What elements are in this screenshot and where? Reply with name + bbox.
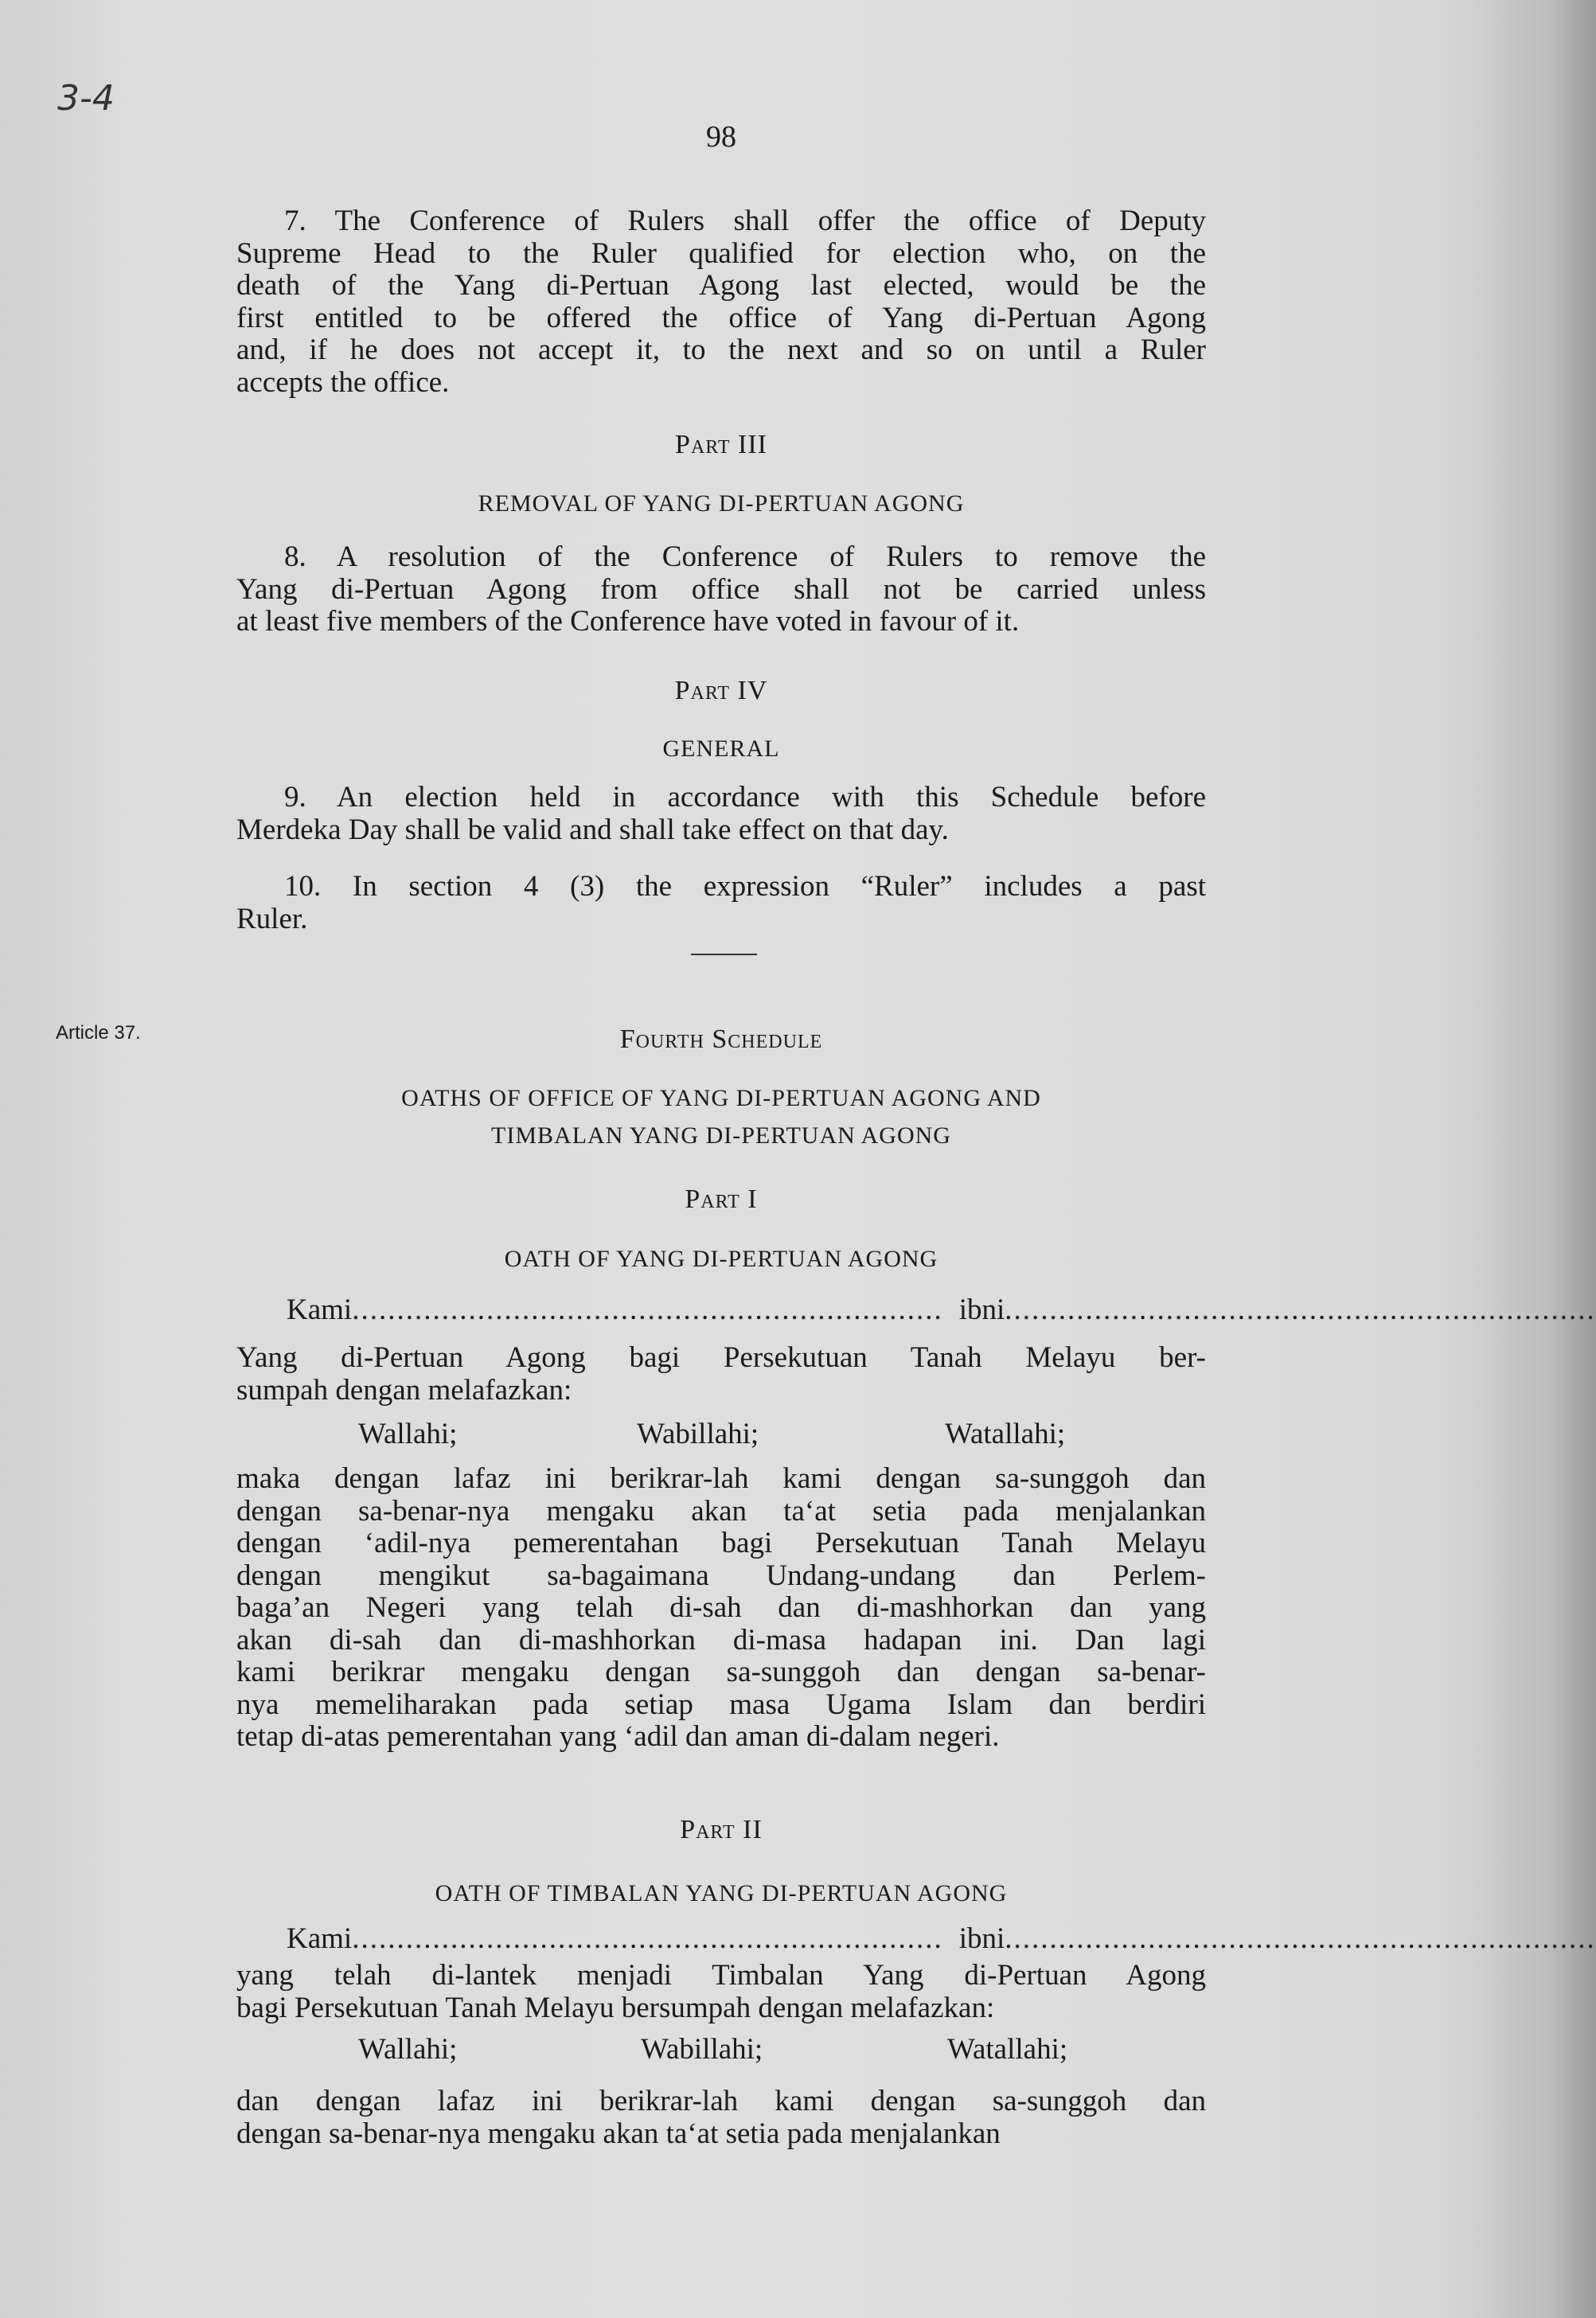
text-line: Ruler.: [236, 902, 308, 935]
schedule-heading-line-1: OATHS OF OFFICE OF YANG DI-PERTUAN AGONG AND: [401, 1085, 1041, 1111]
text-line: at least five members of the Conference have voted in favour of it.: [236, 605, 1020, 638]
part-4-heading: GENERAL: [662, 736, 780, 762]
paragraph-8: [236, 541, 1206, 638]
part-2-oath-body: [236, 2086, 1206, 2150]
text-line: 8. A resolution of the Conference of Rulers to remove the: [284, 540, 1206, 573]
oath-wabillahi-1: Wabillahi;: [637, 1418, 759, 1450]
text-line: first entitled to be offered the office of Yang di-Pertuan Agong: [236, 301, 1206, 334]
margin-note-article: Article 37.: [56, 1022, 141, 1044]
oath-watallahi-2: Watallahi;: [947, 2033, 1068, 2066]
text-line: Yang di-Pertuan Agong bagi Persekutuan Tanah Melayu ber-: [236, 1341, 1206, 1374]
part-3-title: Part III: [675, 430, 767, 459]
father-name-blank: ..................................................................: [1005, 1294, 1596, 1326]
text-line: akan di-sah dan di-mashhorkan di-masa hadapan ini. Dan lagi: [236, 1623, 1206, 1657]
ibni-label: ibni: [958, 1922, 1005, 1955]
schedule-title: Fourth Schedule: [619, 1024, 823, 1054]
paragraph-9: [236, 782, 1206, 846]
text-line: dengan sa-benar-nya mengaku akan ta‘at setia pada menjalankan: [236, 1494, 1206, 1528]
kami-label: Kami: [287, 1294, 353, 1326]
text-line: sumpah dengan melafazkan:: [236, 1373, 572, 1407]
father-name-blank: ..................................................................: [1005, 1922, 1596, 1955]
text-line: dengan sa-benar-nya mengaku akan ta‘at setia pada menjalankan: [236, 2117, 1001, 2150]
part-1-intro: [236, 1342, 1206, 1407]
text-line: baga’an Negeri yang telah di-sah dan di-mashhorkan dan yang: [236, 1591, 1206, 1624]
text-line: Yang di-Pertuan Agong from office shall not be carried unless: [236, 572, 1206, 606]
page-number: 98: [706, 120, 736, 154]
kami-label: Kami: [287, 1922, 353, 1955]
schedule-heading-line-2: TIMBALAN YANG DI-PERTUAN AGONG: [491, 1122, 951, 1149]
oath-watallahi-1: Watallahi;: [945, 1418, 1066, 1450]
text-line: tetap di-atas pemerentahan yang ‘adil dan aman di-dalam negeri.: [236, 1720, 1000, 1753]
oath-wabillahi-2: Wabillahi;: [641, 2033, 763, 2066]
ibni-label: ibni: [958, 1294, 1005, 1326]
text-line: accepts the office.: [236, 365, 450, 399]
name-line-1: [287, 1293, 1596, 1327]
oath-wallahi-1: Wallahi;: [358, 1418, 458, 1450]
section-divider: [691, 954, 757, 955]
name-blank: ..................................................................: [352, 1294, 943, 1326]
part-3-heading: REMOVAL OF YANG DI-PERTUAN AGONG: [478, 490, 965, 517]
part-2-title: Part II: [680, 1815, 763, 1844]
part-4-title: Part IV: [674, 676, 768, 705]
text-line: bagi Persekutuan Tanah Melayu bersumpah dengan melafazkan:: [236, 1991, 995, 2024]
text-line: dan dengan lafaz ini berikrar-lah kami dengan sa-sunggoh dan: [236, 2085, 1206, 2117]
part-2-heading: OATH OF TIMBALAN YANG DI-PERTUAN AGONG: [435, 1880, 1008, 1906]
part-1-heading: OATH OF YANG DI-PERTUAN AGONG: [504, 1246, 938, 1272]
name-line-2: [287, 1922, 1596, 1956]
text-line: maka dengan lafaz ini berikrar-lah kami dengan sa-sunggoh dan: [236, 1462, 1206, 1495]
name-blank: ..................................................................: [352, 1922, 943, 1955]
text-line: 10. In section 4 (3) the expression “Ruler” includes a past: [284, 870, 1206, 903]
part-1-title: Part I: [685, 1184, 758, 1214]
part-2-intro: [236, 1960, 1206, 2024]
text-line: nya memeliharakan pada setiap masa Ugama Islam dan berdiri: [236, 1688, 1206, 1721]
text-line: Merdeka Day shall be valid and shall take effect on that day.: [236, 813, 949, 846]
text-line: yang telah di-lantek menjadi Timbalan Yang di-Pertuan Agong: [236, 1959, 1206, 1992]
paragraph-7: [236, 205, 1206, 399]
text-line: dengan mengikut sa-bagaimana Undang-undang dan Perlem-: [236, 1559, 1206, 1592]
handwritten-note: 3-4: [57, 78, 115, 119]
text-line: dengan ‘adil-nya pemerentahan bagi Persekutuan Tanah Melayu: [236, 1527, 1206, 1559]
oath-wallahi-2: Wallahi;: [358, 2033, 458, 2066]
text-line: death of the Yang di-Pertuan Agong last elected, would be the: [236, 269, 1206, 302]
text-line: 7. The Conference of Rulers shall offer the office of Deputy: [284, 205, 1206, 237]
text-line: and, if he does not accept it, to the next and so on until a Ruler: [236, 334, 1206, 366]
paragraph-10: [236, 871, 1206, 935]
part-1-oath-body: [236, 1463, 1206, 1754]
text-line: kami berikrar mengaku dengan sa-sunggoh dan dengan sa-benar-: [236, 1656, 1206, 1688]
text-line: Supreme Head to the Ruler qualified for election who, on the: [236, 236, 1206, 270]
text-line: 9. An election held in accordance with this Schedule before: [284, 781, 1206, 814]
